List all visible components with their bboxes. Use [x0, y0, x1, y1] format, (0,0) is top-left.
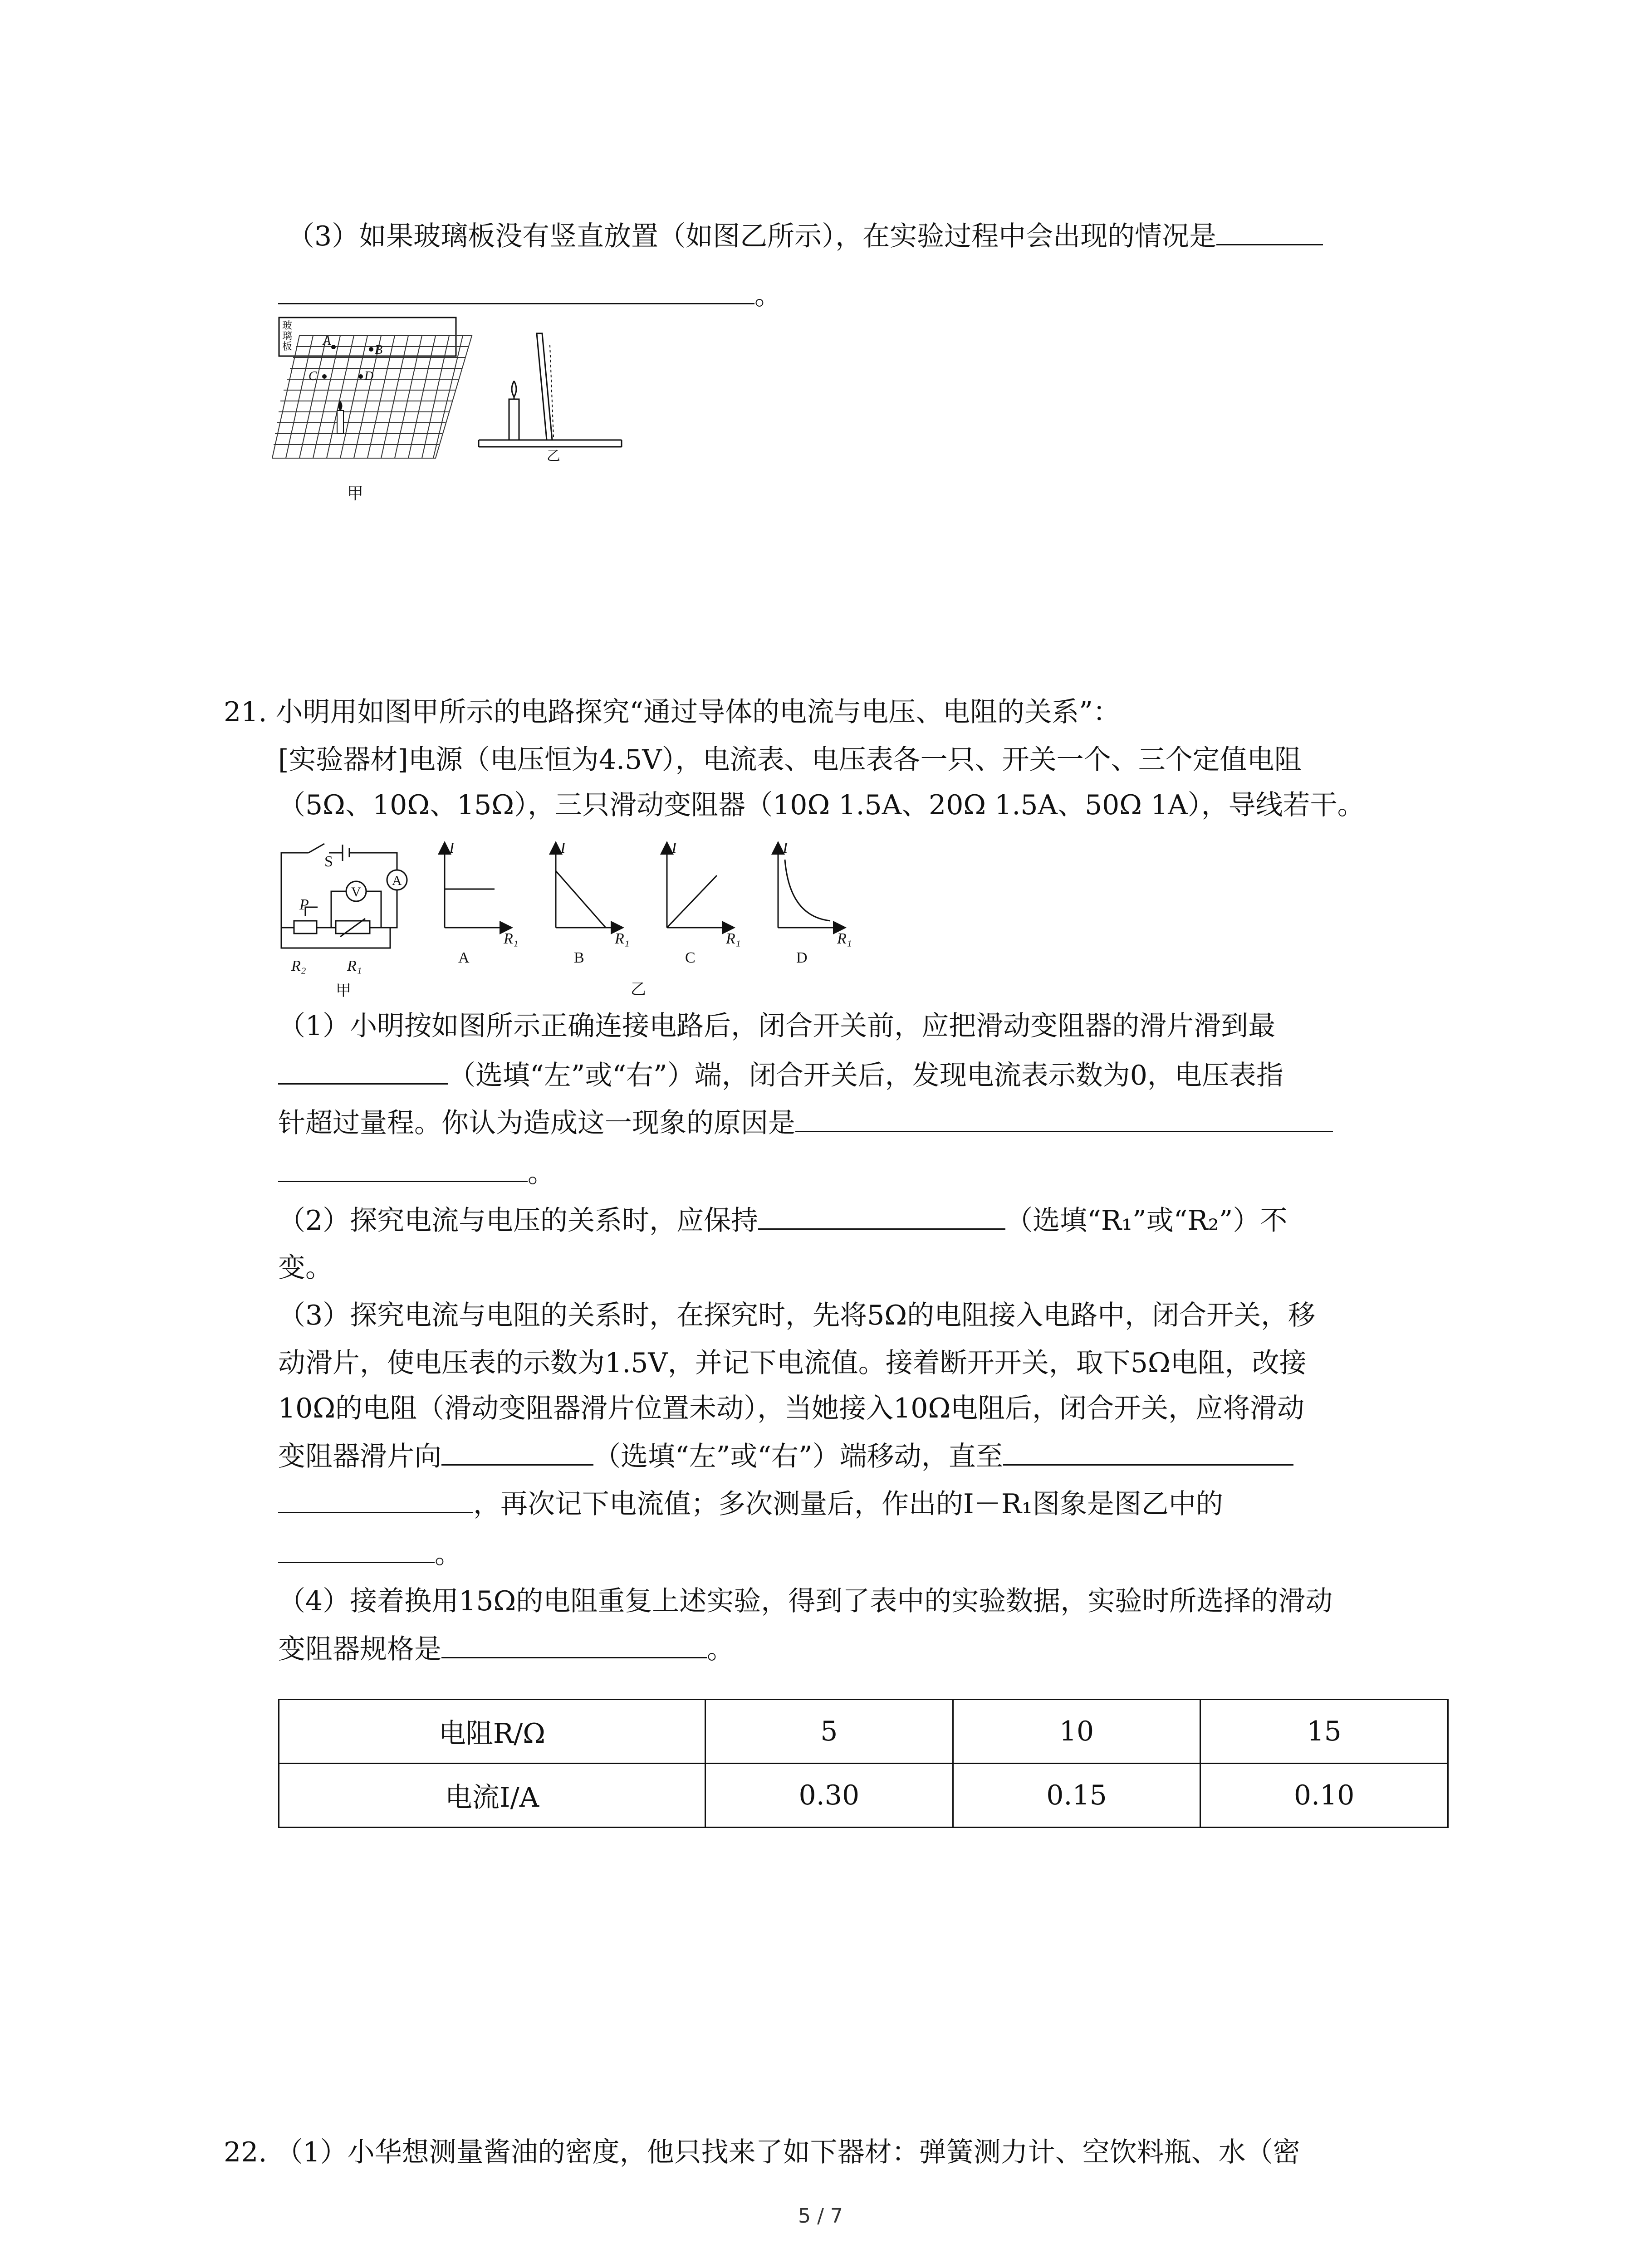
tilted-plate-figure: [479, 333, 622, 447]
switch-s: [309, 844, 324, 853]
graph-d-curve: [785, 860, 830, 921]
table-cell: 0.30: [705, 1764, 953, 1828]
glass-label-1: 玻: [282, 320, 293, 331]
graph-d-x-label: R₁: [837, 930, 852, 947]
graphs-yi-label: 乙: [631, 981, 646, 998]
q21-p2-line1: （2）探究电流与电压的关系时，应保持 （选填“R₁”或“R₂”）不: [278, 1202, 1287, 1239]
table-cell: 15: [1200, 1700, 1448, 1764]
q21-p3-answer-blank-1[interactable]: [441, 1438, 593, 1466]
q21-p1-line2: （选填“左”或“右”）端，闭合开关后，发现电流表示数为0，电压表指: [278, 1057, 1283, 1094]
q21-p3-answer-blank-4[interactable]: [278, 1535, 435, 1563]
table-cell: 0.15: [953, 1764, 1200, 1828]
page-number: 5 / 7: [798, 2204, 843, 2228]
q21-intro-line3: （5Ω、10Ω、15Ω），三只滑动变阻器（10Ω 1.5A、20Ω 1.5A、50Ω 1A），导线若干。: [278, 789, 1365, 821]
q21-p3-answer-blank-2[interactable]: [1003, 1438, 1293, 1466]
q21-p3-line6: 。: [278, 1535, 462, 1572]
q21-p3-answer-blank-3[interactable]: [278, 1486, 473, 1513]
graph-b-label: B: [574, 949, 584, 966]
point-c-label: C: [309, 369, 317, 383]
point-d-label: D: [364, 369, 374, 383]
table-row-resistance: [279, 1700, 1448, 1764]
table-cell: 0.10: [1200, 1764, 1448, 1828]
q20-3-answer-blank-2[interactable]: [278, 277, 754, 304]
r2-label: R₂: [291, 958, 306, 974]
q21-p2-answer-blank[interactable]: [758, 1202, 1005, 1230]
q21-p4-line1: （4）接着换用15Ω的电阻重复上述实验，得到了表中的实验数据，实验时所选择的滑动: [278, 1585, 1333, 1617]
q21-p1-line1: （1）小明按如图所示正确连接电路后，闭合开关前，应把滑动变阻器的滑片滑到最: [278, 1010, 1276, 1042]
q22-line1: 22. （1）小华想测量酱油的密度，他只找来了如下器材：弹簧测力计、空饮料瓶、水（密: [224, 2136, 1300, 2168]
graph-a-y-label: I: [449, 840, 455, 856]
data-table: [278, 1699, 1449, 1828]
ammeter-label: A: [392, 873, 402, 888]
q21-intro-line1: 21. 小明用如图甲所示的电路探究“通过导体的电流与电压、电阻的关系”：: [224, 696, 1120, 728]
graph-b-y-label: I: [560, 840, 566, 856]
graph-b-curve: [556, 871, 606, 928]
table-header-current: 电流I/A: [279, 1764, 705, 1828]
q21-intro-line2: [实验器材]电源（电压恒为4.5V），电流表、电压表各一只、开关一个、三个定值电阻: [278, 744, 1302, 776]
mirror-experiment-figure: [272, 308, 644, 513]
graph-c-label: C: [685, 949, 696, 966]
q20-3-text: （3）如果玻璃板没有竖直放置（如图乙所示），在实验过程中会出现的情况是: [287, 218, 1323, 254]
point-a-label: A: [323, 334, 331, 348]
glass-label-2: 璃: [282, 330, 293, 342]
q21-p3-line5: ，再次记下电流值；多次测量后，作出的I－R₁图象是图乙中的: [278, 1486, 1223, 1522]
graph-d-label: D: [796, 949, 808, 966]
q20-3-text-line2: 。: [278, 277, 782, 313]
q21-p3-line2: 动滑片，使电压表的示数为1.5V，并记下电流值。接着断开开关，取下5Ω电阻，改接: [278, 1347, 1307, 1379]
q21-p1-answer-blank-3[interactable]: [278, 1154, 528, 1182]
circuit-jia-label: 甲: [336, 982, 351, 999]
figure-yi-label-20: 乙: [547, 449, 560, 464]
q21-p3-line4: 变阻器滑片向 （选填“左”或“右”）端移动，直至: [278, 1438, 1293, 1475]
point-b-label: B: [375, 343, 383, 357]
i-r-graphs: [436, 835, 880, 1007]
q21-p4-answer-blank[interactable]: [441, 1631, 707, 1658]
q21-p1-answer-blank-2[interactable]: [795, 1105, 1333, 1132]
table-cell: 5: [705, 1700, 953, 1764]
q21-p1-answer-blank-1[interactable]: [278, 1057, 448, 1085]
graph-a-label: A: [458, 949, 470, 966]
figure-jia-label: 甲: [347, 484, 364, 503]
glass-label-3: 板: [282, 341, 293, 352]
switch-label: S: [324, 853, 333, 870]
graph-c-y-label: I: [671, 840, 677, 856]
table-row-current: [279, 1764, 1448, 1828]
q21-p4-line2: 变阻器规格是 。: [278, 1631, 734, 1667]
q21-p3-line1: （3）探究电流与电阻的关系时，在探究时，先将5Ω的电阻接入电路中，闭合开关，移: [278, 1300, 1316, 1331]
graph-b-x-label: R₁: [615, 930, 630, 947]
q21-p1-line4: 。: [278, 1154, 555, 1191]
q20-3-answer-blank-1[interactable]: [1216, 218, 1323, 245]
graph-c-x-label: R₁: [726, 930, 741, 947]
r1-label: R₁: [347, 958, 362, 974]
grid-paper: [272, 336, 472, 458]
graph-a-x-label: R₁: [504, 930, 519, 947]
graph-d-y-label: I: [783, 840, 788, 856]
q21-p1-line3: 针超过量程。你认为造成这一现象的原因是: [278, 1105, 1333, 1141]
table-cell: 10: [953, 1700, 1200, 1764]
table-header-resistance: 电阻R/Ω: [279, 1700, 705, 1764]
graph-c-curve: [667, 875, 717, 928]
q21-p3-line3: 10Ω的电阻（滑动变阻器滑片位置未动），当她接入10Ω电阻后，闭合开关，应将滑动: [278, 1393, 1305, 1424]
slider-p-label: P: [299, 896, 309, 913]
circuit-diagram: [272, 835, 445, 1002]
q21-p2-line2: 变。: [278, 1252, 333, 1284]
voltmeter-label: V: [351, 885, 361, 899]
